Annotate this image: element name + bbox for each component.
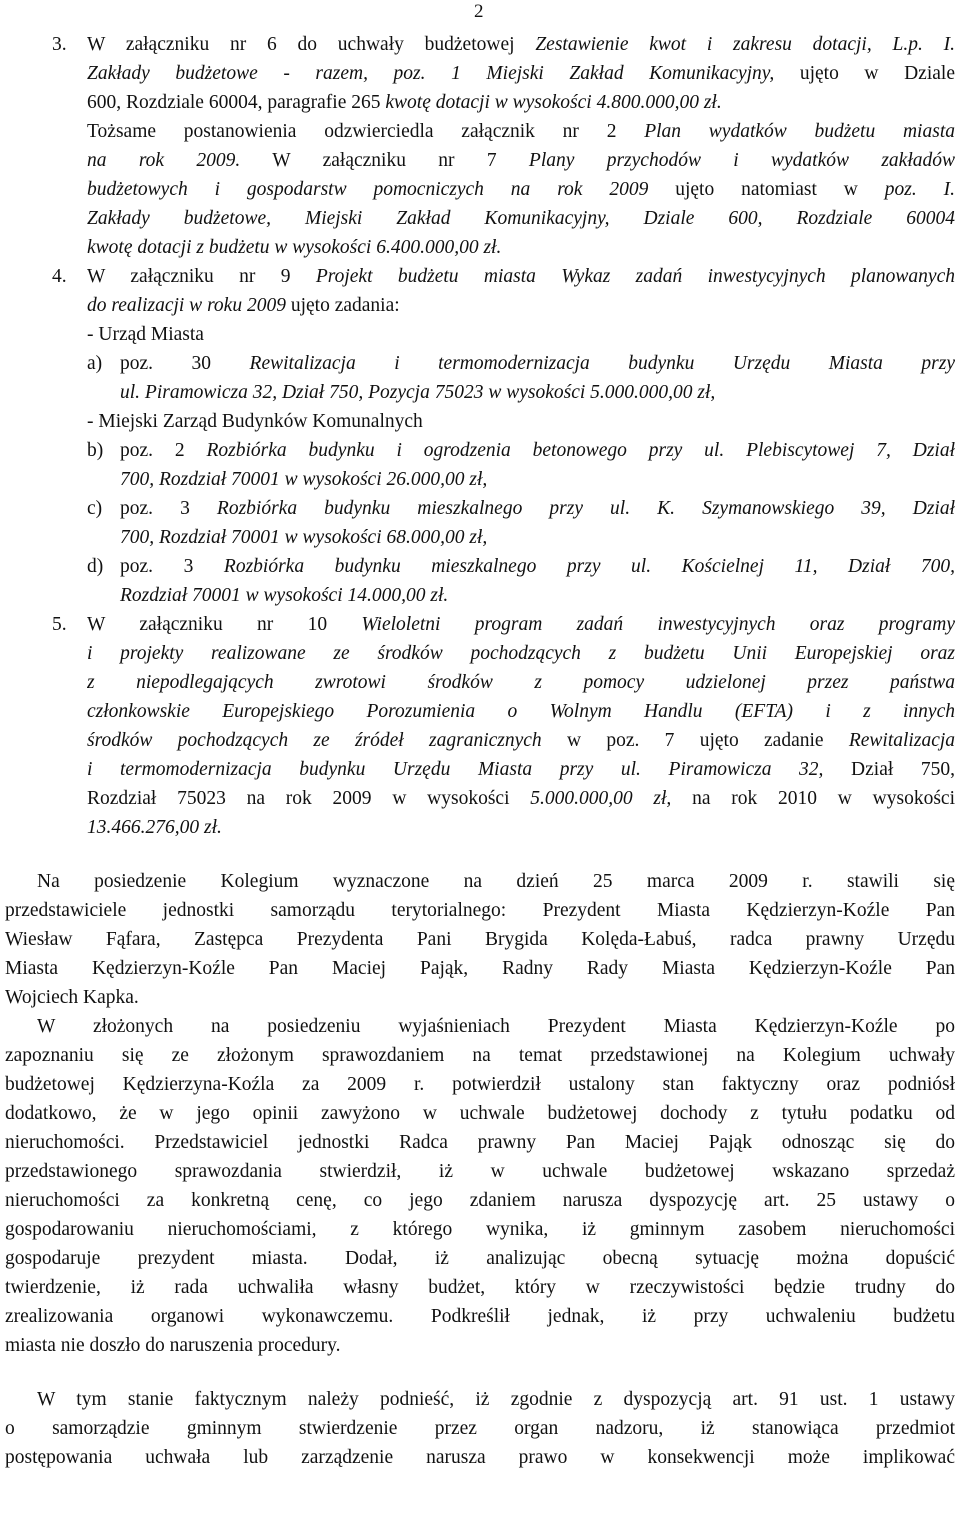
text-line bbox=[87, 726, 955, 755]
text-line bbox=[5, 983, 139, 1012]
italic-text: Plan wydatków budżetu miasta bbox=[644, 121, 955, 142]
text-run: W załączniku nr 7 bbox=[240, 150, 529, 171]
italic-text: Rozbiórka budynku mieszkalnego przy ul. K. Szymanowskiego 39, Dział bbox=[216, 498, 955, 519]
italic-text: Projekt budżetu miasta Wykaz zadań inwestycyjnych planowanych bbox=[315, 266, 955, 287]
text-line bbox=[87, 813, 222, 842]
italic-text: 13.466.276,00 zł. bbox=[87, 817, 222, 838]
text-line bbox=[87, 668, 955, 697]
text-run: nieruchomości. Przedstawiciel jednostki Radca prawny Pan Maciej Pająk odnosząc się do bbox=[5, 1132, 955, 1153]
text-run: W tym stanie faktycznym należy podnieść, iż zgodnie z dyspozycją art. 91 ust. 1 ustawy bbox=[37, 1389, 955, 1410]
text-run: poz. 3 bbox=[120, 498, 217, 519]
list-marker: c) bbox=[87, 498, 103, 519]
text-line bbox=[120, 436, 955, 465]
text-line bbox=[87, 784, 955, 813]
italic-text: członkowskie Europejskiego Porozumienia o Wolnym Handlu (EFTA) i z innych bbox=[87, 701, 955, 722]
text-line bbox=[87, 204, 955, 233]
text-line bbox=[5, 954, 955, 983]
text-run: gospodaruje prezydent miasta. Dodał, iż analizując obecną sytuację można dopuścić bbox=[5, 1248, 955, 1269]
text-run: W załączniku nr 6 do uchwały budżetowej bbox=[87, 34, 536, 55]
list-marker: 3. bbox=[52, 34, 67, 55]
text-line bbox=[87, 697, 955, 726]
text-run: o samorządzie gminnym stwierdzenie przez organ nadzoru, iż stanowiąca przedmiot bbox=[5, 1418, 955, 1439]
text-line bbox=[5, 896, 955, 925]
text-run: postępowania uchwała lub zarządzenie narusza prawo w konsekwencji może implikować bbox=[5, 1447, 955, 1468]
text-line bbox=[5, 1443, 955, 1472]
italic-text: 700, Rozdział 70001 w wysokości 26.000,00 zł, bbox=[120, 469, 488, 490]
italic-text: Rewitalizacja i termomodernizacja budynku Urzędu Miasta przy bbox=[249, 353, 955, 374]
text-line bbox=[37, 1012, 955, 1041]
text-run: przedstawionego sprawozdania stwierdził, iż w uchwale budżetowej wskazano sprzedaż bbox=[5, 1161, 955, 1182]
text-run: Miasta Kędzierzyn-Koźle Pan Maciej Pająk, Radny Rady Miasta Kędzierzyn-Koźle Pan bbox=[5, 958, 955, 979]
text-line bbox=[87, 30, 955, 59]
italic-text: 5.000.000,00 zł, bbox=[530, 788, 672, 809]
text-line bbox=[5, 1215, 955, 1244]
text-run: poz. 30 bbox=[120, 353, 250, 374]
text-line bbox=[87, 59, 955, 88]
text-line bbox=[87, 117, 955, 146]
text-line bbox=[87, 146, 955, 175]
text-line bbox=[5, 1186, 955, 1215]
text-line bbox=[120, 523, 487, 552]
italic-text: kwotę dotacji z budżetu w wysokości 6.400.000,00 zł. bbox=[87, 237, 502, 258]
text-run: miasta nie doszło do naruszenia procedury. bbox=[5, 1335, 341, 1356]
text-line bbox=[120, 465, 487, 494]
text-line bbox=[5, 925, 955, 954]
italic-text: i projekty realizowane ze środków pochodzących z budżetu Unii Europejskiej oraz bbox=[87, 643, 955, 664]
text-run: poz. 3 bbox=[120, 556, 224, 577]
text-run: budżetowej Kędzierzyna-Koźla za 2009 r. potwierdził ustalony stan faktyczny oraz podniósł bbox=[5, 1074, 955, 1095]
list-marker: d) bbox=[87, 556, 104, 577]
list-marker: 5. bbox=[52, 614, 67, 635]
italic-text: Zakłady budżetowe, Miejski Zakład Komunikacyjny, Dziale 600, Rozdziale 60004 bbox=[87, 208, 955, 229]
text-line bbox=[120, 552, 955, 581]
italic-text: ul. Piramowicza 32, Dział 750, Pozycja 75023 w wysokości 5.000.000,00 zł, bbox=[120, 382, 716, 403]
text-line bbox=[120, 581, 448, 610]
italic-text: i termomodernizacja budynku Urzędu Miasta przy ul. Piramowicza 32, bbox=[87, 759, 824, 780]
text-run: W złożonych na posiedzeniu wyjaśnieniach Prezydent Miasta Kędzierzyn-Koźle po bbox=[37, 1016, 955, 1037]
italic-text: Rozbiórka budynku i ogrodzenia betonowego przy ul. Plebiscytowej 7, Dział bbox=[206, 440, 955, 461]
text-run: 600, Rozdziale 60004, paragrafie 265 bbox=[87, 92, 386, 113]
italic-text: Zakłady budżetowe - razem, poz. 1 Miejski Zakład Komunikacyjny, bbox=[87, 63, 775, 84]
list-marker: b) bbox=[87, 440, 104, 461]
italic-text: 700, Rozdział 70001 w wysokości 68.000,00 zł, bbox=[120, 527, 488, 548]
text-run: - Urząd Miasta bbox=[87, 324, 204, 345]
text-line bbox=[87, 175, 955, 204]
text-line bbox=[5, 1331, 341, 1360]
italic-text: na rok 2009. bbox=[87, 150, 241, 171]
text-line bbox=[87, 407, 423, 436]
text-line bbox=[120, 378, 715, 407]
text-run: Rozdział 75023 na rok 2009 w wysokości bbox=[87, 788, 531, 809]
text-run: Na posiedzenie Kolegium wyznaczone na dzień 25 marca 2009 r. stawili się bbox=[37, 871, 955, 892]
text-line bbox=[5, 1157, 955, 1186]
text-run: zapoznaniu się ze złożonym sprawozdaniem na temat przedstawionej na Kolegium uchwały bbox=[5, 1045, 955, 1066]
text-line bbox=[120, 494, 955, 523]
text-line bbox=[5, 1070, 955, 1099]
italic-text: do realizacji w roku 2009 bbox=[87, 295, 286, 316]
text-line bbox=[5, 1414, 955, 1443]
text-run: ujęto w Dziale bbox=[774, 63, 955, 84]
text-run: przedstawiciele jednostki samorządu terytorialnego: Prezydent Miasta Kędzierzyn-Koźle Pan bbox=[5, 900, 955, 921]
text-line bbox=[37, 867, 955, 896]
text-run: poz. 2 bbox=[120, 440, 207, 461]
text-run: na rok 2010 w wysokości bbox=[671, 788, 955, 809]
italic-text: Plany przychodów i wydatków zakładów bbox=[528, 150, 955, 171]
italic-text: Wieloletni program zadań inwestycyjnych oraz programy bbox=[361, 614, 955, 635]
text-run: Wojciech Kapka. bbox=[5, 987, 139, 1008]
italic-text: Rewitalizacja bbox=[848, 730, 955, 751]
text-run: nieruchomości za konkretną cenę, co jego zdaniem narusza dyspozycję art. 25 ustawy o bbox=[5, 1190, 955, 1211]
text-run: W załączniku nr 10 bbox=[87, 614, 362, 635]
text-line bbox=[87, 233, 501, 262]
italic-text: środków pochodzących ze źródeł zagranicznych bbox=[87, 730, 542, 751]
text-run: twierdzenie, iż rada uchwaliła własny budżet, który w rzeczywistości będzie trudny do bbox=[5, 1277, 955, 1298]
text-line bbox=[5, 1302, 955, 1331]
text-run: ujęto natomiast w bbox=[648, 179, 885, 200]
italic-text: kwotę dotacji w wysokości 4.800.000,00 zł. bbox=[385, 92, 722, 113]
text-run: Tożsame postanowienia odzwierciedla załącznik nr 2 bbox=[87, 121, 645, 142]
italic-text: budżetowych i gospodarstw pomocniczych na rok 2009 bbox=[87, 179, 649, 200]
italic-text: Zestawienie kwot i zakresu dotacji, L.p. I. bbox=[535, 34, 955, 55]
text-line bbox=[5, 1128, 955, 1157]
text-line bbox=[120, 349, 955, 378]
text-line bbox=[87, 291, 400, 320]
text-line bbox=[37, 1385, 955, 1414]
text-line bbox=[5, 1273, 955, 1302]
text-run: dodatkowo, że w jego opinii zawyżono w uchwale budżetowej dochody z tytułu podatku od bbox=[5, 1103, 955, 1124]
italic-text: Rozbiórka budynku mieszkalnego przy ul. Kościelnej 11, Dział 700, bbox=[223, 556, 955, 577]
list-marker: a) bbox=[87, 353, 103, 374]
text-line bbox=[87, 755, 955, 784]
text-run: zrealizowania organowi wykonawczemu. Podkreślił jednak, iż przy uchwaleniu budżetu bbox=[5, 1306, 955, 1327]
text-line bbox=[5, 1041, 955, 1070]
text-line bbox=[5, 1244, 955, 1273]
text-line bbox=[87, 88, 722, 117]
text-run: W załączniku nr 9 bbox=[87, 266, 316, 287]
text-line bbox=[87, 610, 955, 639]
text-line bbox=[87, 639, 955, 668]
text-line bbox=[5, 1099, 955, 1128]
text-run: - Miejski Zarząd Budynków Komunalnych bbox=[87, 411, 423, 432]
italic-text: z niepodlegających zwrotowi środków z pomocy udzielonej przez państwa bbox=[87, 672, 955, 693]
italic-text: poz. I. bbox=[884, 179, 955, 200]
text-line bbox=[87, 262, 955, 291]
italic-text: Rozdział 70001 w wysokości 14.000,00 zł. bbox=[120, 585, 449, 606]
text-run: ujęto zadania: bbox=[285, 295, 400, 316]
text-run: gospodarowaniu nieruchomościami, z którego wynika, iż gminnym zasobem nieruchomości bbox=[5, 1219, 955, 1240]
text-line bbox=[87, 320, 204, 349]
list-marker: 4. bbox=[52, 266, 67, 287]
page-number: 2 bbox=[474, 1, 484, 22]
text-run: Dział 750, bbox=[823, 759, 955, 780]
text-run: w poz. 7 ujęto zadanie bbox=[541, 730, 849, 751]
text-run: Wiesław Fąfara, Zastępca Prezydenta Pani Brygida Kolęda-Łabuś, radca prawny Urzędu bbox=[5, 929, 955, 950]
